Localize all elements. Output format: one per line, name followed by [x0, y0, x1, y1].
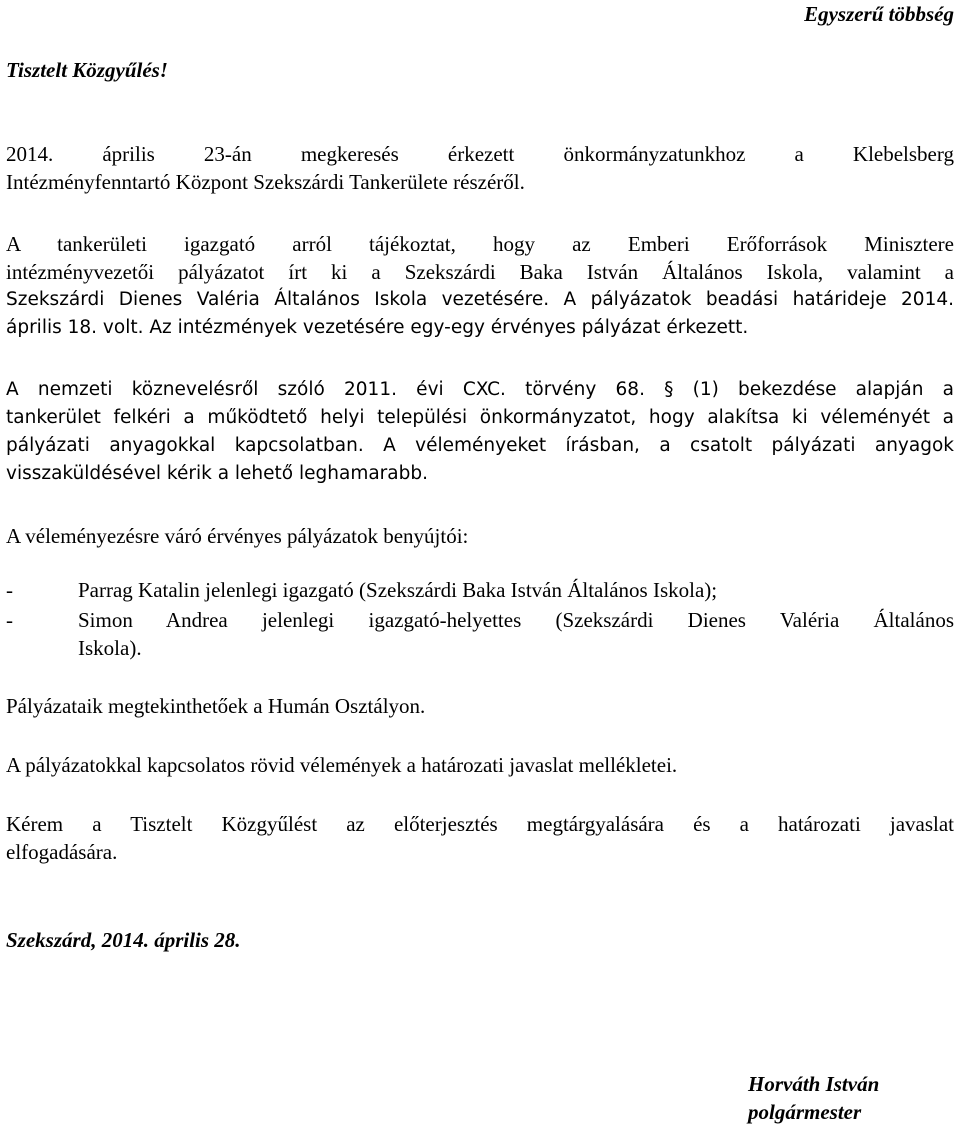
paragraph-line: intézményvezetői pályázatot írt ki a Szekszárdi Baka István Általános Iskola, valamint a [6, 260, 954, 284]
list-item [6, 576, 954, 604]
signer-title: polgármester [748, 1100, 862, 1124]
paragraph-view-location: Pályázataik megtekinthetőek a Humán Osztályon. [6, 694, 426, 718]
paragraph-line: A tankerületi igazgató arról tájékoztat, hogy az Emberi Erőforrások Minisztere [6, 232, 954, 256]
paragraph-line: visszaküldésével kérik a lehető leghamarabb. [6, 463, 428, 484]
paragraph-tender-info [6, 230, 954, 342]
place-and-date: Szekszárd, 2014. április 28. [6, 928, 241, 952]
list-item-line: Simon Andrea jelenlegi igazgató-helyettes (Szekszárdi Dienes Valéria Általános [78, 608, 954, 632]
paragraph-request-approval [6, 810, 954, 866]
paragraph-line: Kérem a Tisztelt Közgyűlést az előterjesztés megtárgyalására és a határozati javaslat [6, 812, 954, 836]
paragraph-line: A nemzeti köznevelésről szóló 2011. évi CXC. törvény 68. § (1) bekezdése alapján a [6, 379, 954, 400]
list-item-text: Parrag Katalin jelenlegi igazgató (Szekszárdi Baka István Általános Iskola); [78, 578, 718, 602]
paragraph-request [6, 140, 954, 196]
list-item [6, 606, 954, 664]
paragraph-line: tankerület felkéri a működtető helyi települési önkormányzatot, hogy alakítsa ki véleményét a [6, 407, 954, 428]
paragraph-line: elfogadására. [6, 840, 118, 864]
paragraph-line: pályázati anyagokkal kapcsolatban. A véleményeket írásban, a csatolt pályázati anyagok [6, 435, 954, 456]
signer-name: Horváth István [748, 1072, 880, 1096]
paragraph-line: április 18. volt. Az intézmények vezetésére egy-egy érvényes pályázat érkezett. [6, 317, 749, 338]
list-dash: - [6, 608, 13, 632]
paragraph-attachments: A pályázatokkal kapcsolatos rövid vélemények a határozati javaslat mellékletei. [6, 753, 678, 777]
paragraph-line: 2014. április 23-án megkeresés érkezett önkormányzatunkhoz a Klebelsberg [6, 142, 954, 166]
salutation: Tisztelt Közgyűlés! [6, 58, 168, 82]
signature-block [748, 1070, 879, 1126]
paragraph-applicants-intro: A véleményezésre váró érvényes pályázatok benyújtói: [6, 524, 469, 548]
list-dash: - [6, 578, 13, 602]
paragraph-legal-basis [6, 376, 954, 488]
list-item-text [78, 606, 954, 662]
paragraph-line: Szekszárdi Dienes Valéria Általános Iskola vezetésére. A pályázatok beadási határideje 2014. [6, 289, 954, 310]
vote-type-label: Egyszerű többség [804, 2, 954, 26]
list-item-line: Iskola). [78, 636, 142, 660]
paragraph-line: Intézményfenntartó Központ Szekszárdi Tankerülete részéről. [6, 170, 525, 194]
